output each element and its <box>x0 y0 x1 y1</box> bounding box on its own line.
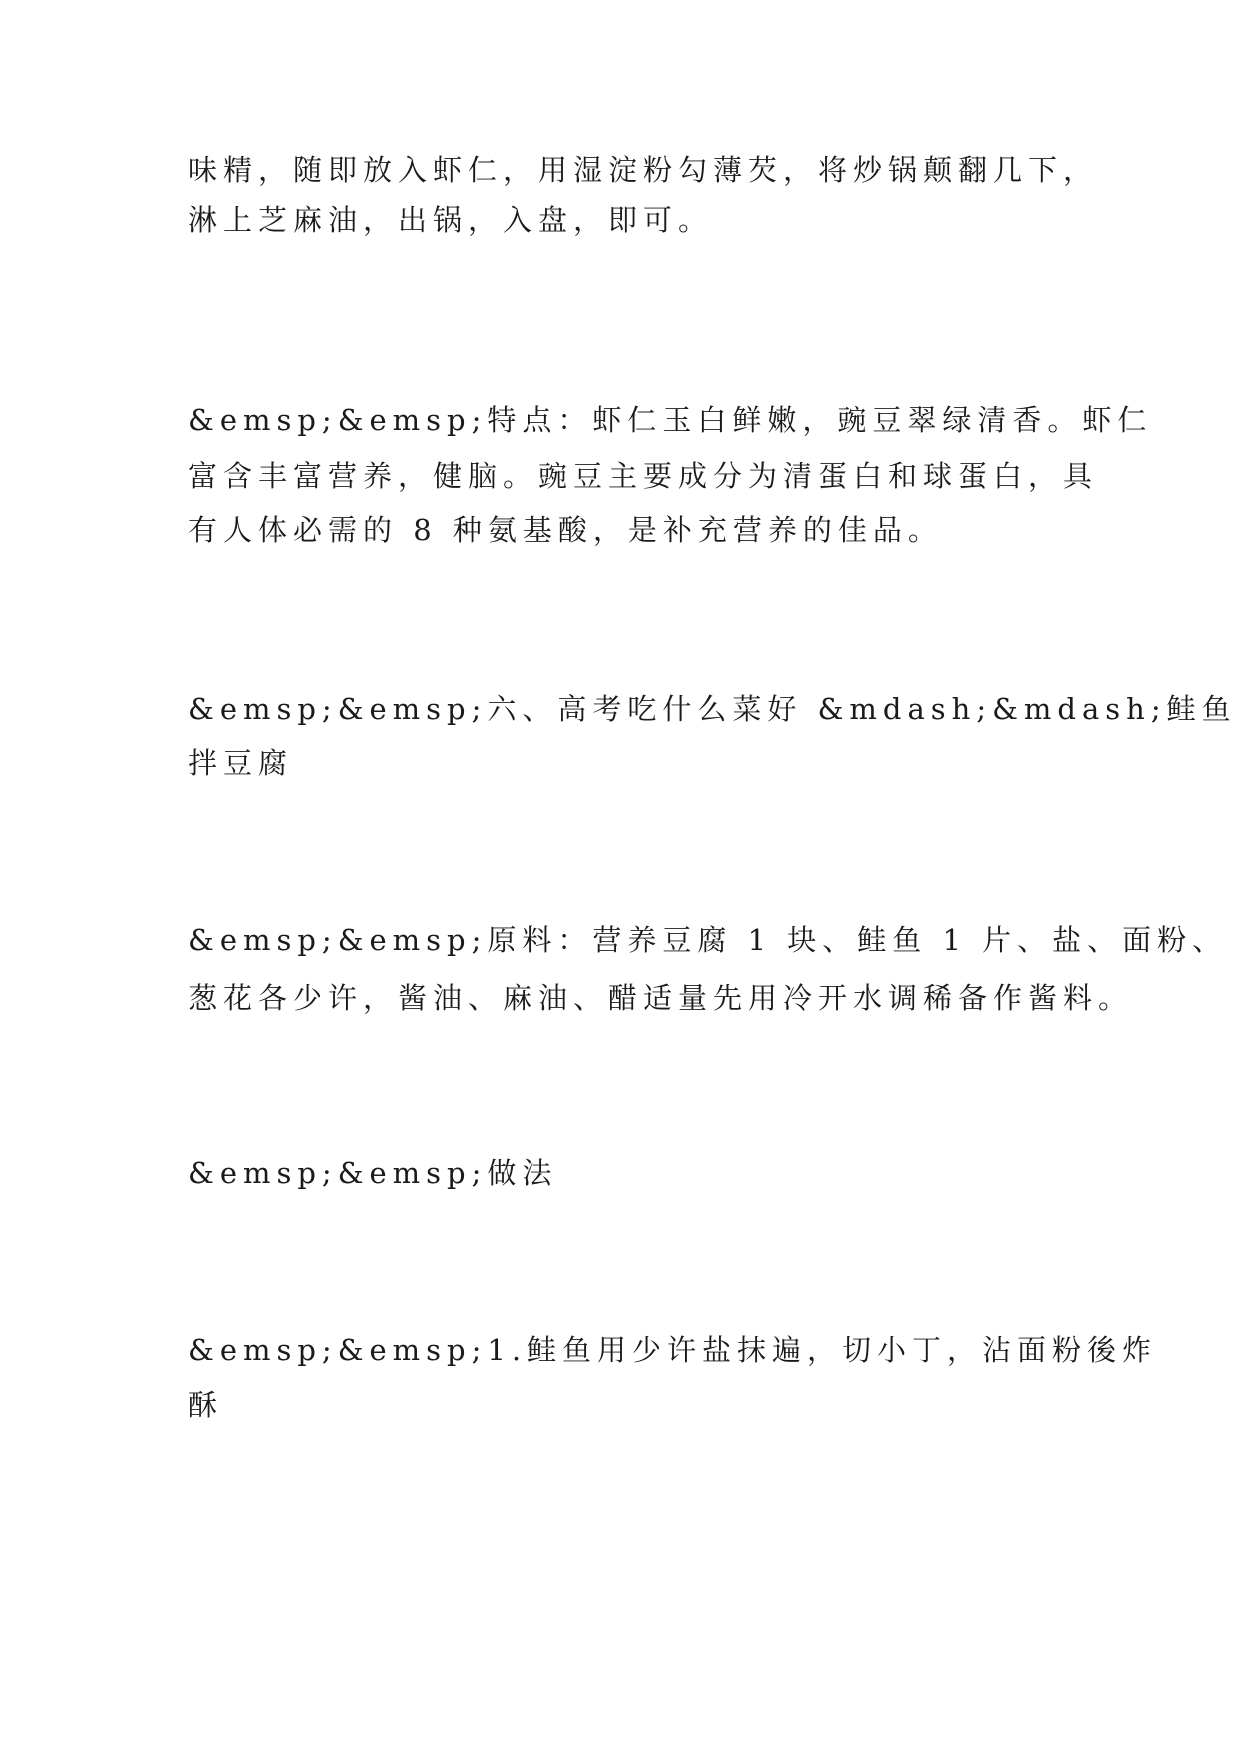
text-line: 酥 <box>188 1388 224 1422</box>
text-line: &emsp;&emsp;六、高考吃什么菜好 &mdash;&mdash;鲑鱼 <box>188 692 1237 726</box>
text-line: &emsp;&emsp;原料：营养豆腐 1 块、鲑鱼 1 片、盐、面粉、 <box>188 923 1228 957</box>
text-line: 葱花各少许，酱油、麻油、醋适量先用冷开水调稀备作酱料。 <box>188 981 1134 1015</box>
text-line: 富含丰富营养，健脑。豌豆主要成分为清蛋白和球蛋白，具 <box>188 459 1099 493</box>
text-line: 味精，随即放入虾仁，用湿淀粉勾薄芡，将炒锅颠翻几下， <box>188 153 1099 187</box>
text-line: &emsp;&emsp;1.鲑鱼用少许盐抹遍，切小丁，沾面粉後炸 <box>188 1333 1158 1367</box>
text-line: 有人体必需的 8 种氨基酸，是补充营养的佳品。 <box>188 513 943 547</box>
text-line: 拌豆腐 <box>188 746 294 780</box>
text-line: &emsp;&emsp;做法 <box>188 1156 558 1190</box>
text-line: 淋上芝麻油，出锅，入盘，即可。 <box>188 203 714 237</box>
text-line: &emsp;&emsp;特点：虾仁玉白鲜嫩，豌豆翠绿清香。虾仁 <box>188 403 1153 437</box>
